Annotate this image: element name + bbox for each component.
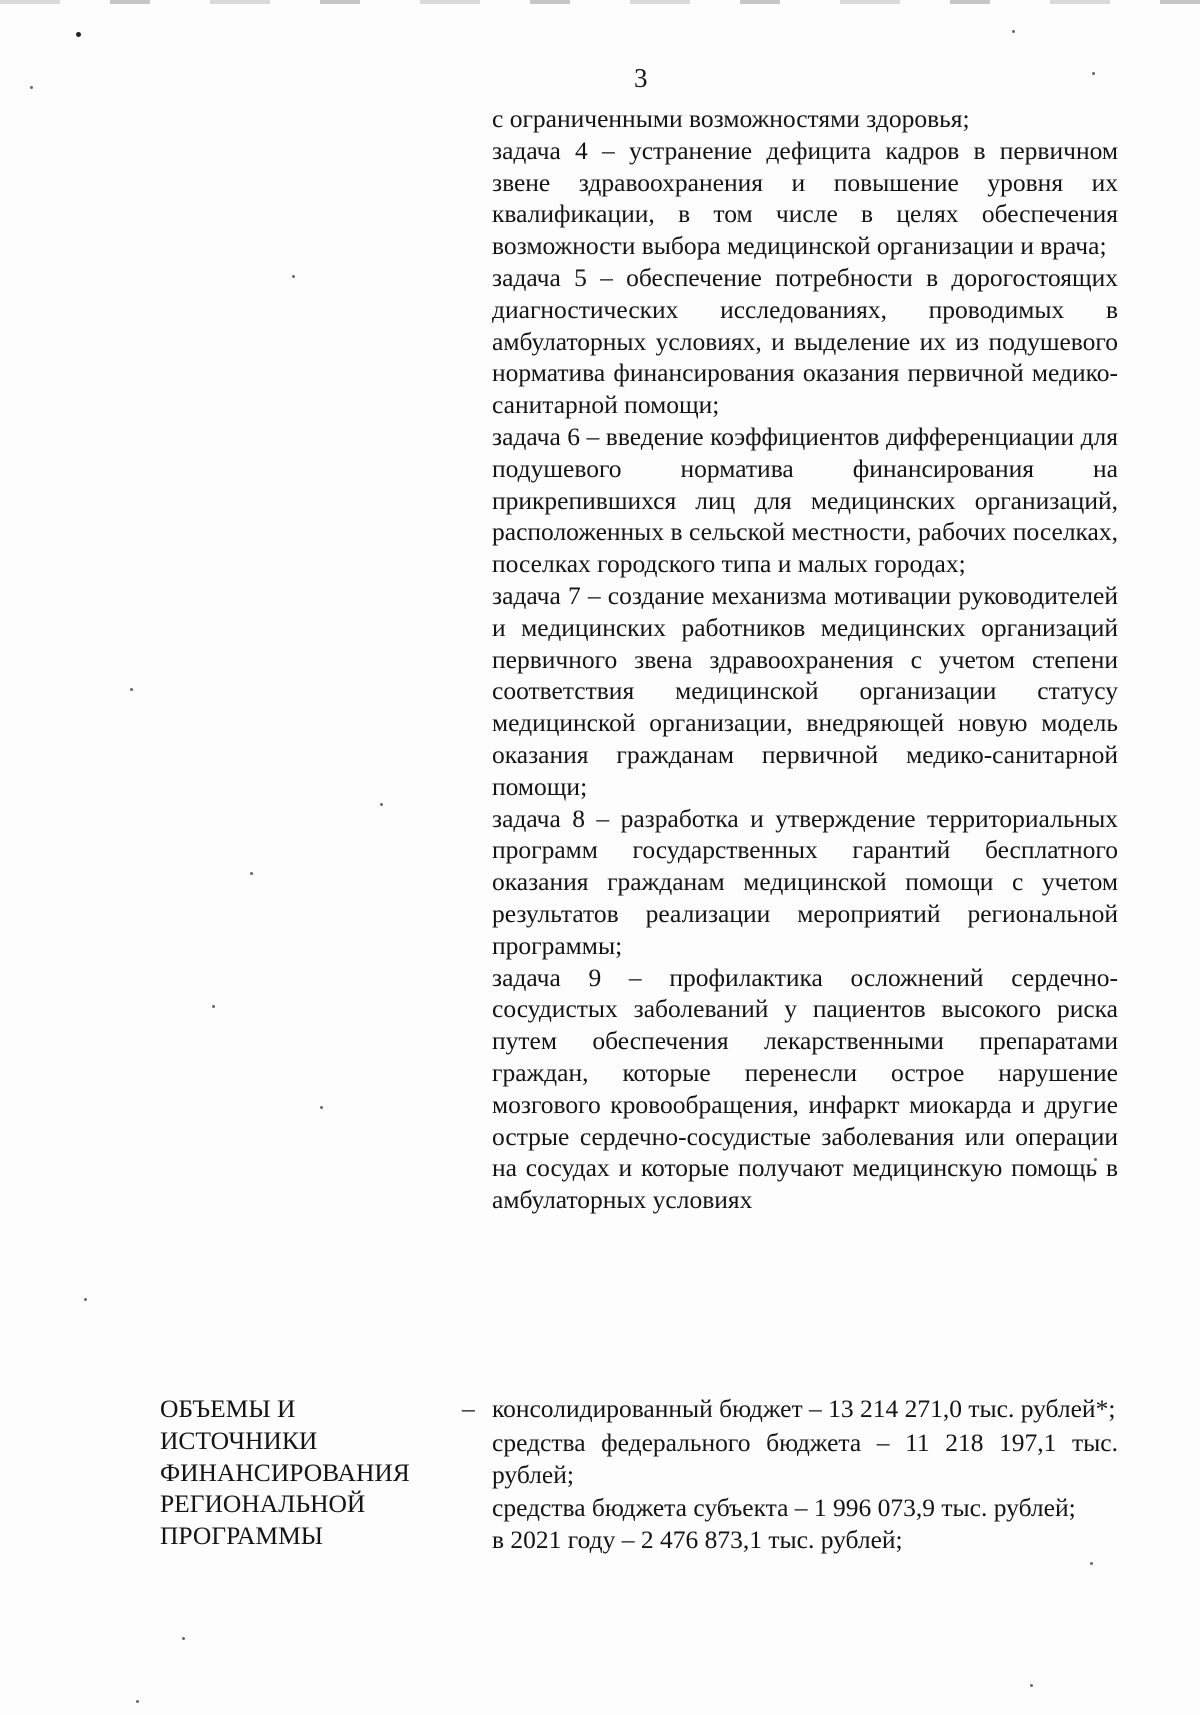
task-paragraph: задача 5 – обеспечение потребности в дорогостоящих диагностических исследованиях, проводимых в амбулаторных условиях, и выделение их из подушевого норматива финансирования оказания первичной медико-санитарной помощи;	[492, 262, 1118, 420]
scan-speck	[320, 1106, 323, 1109]
finance-label-line: ИСТОЧНИКИ	[160, 1425, 318, 1455]
scan-edge-artifact	[0, 0, 1200, 4]
scan-speck	[1030, 1684, 1033, 1687]
finance-dash: –	[462, 1394, 475, 1423]
finance-label-line: ФИНАНСИРОВАНИЯ	[160, 1457, 410, 1487]
scan-speck	[250, 872, 253, 875]
finance-section-label	[160, 1393, 460, 1552]
task-paragraph: задача 6 – введение коэффициентов дифференциации для подушевого норматива финансирования на прикрепившихся лиц для медицинских организаций, расположенных в сельской местности, рабочих поселках, поселках городского типа и малых городах;	[492, 421, 1118, 579]
finance-items	[492, 1393, 1118, 1558]
finance-item: средства федерального бюджета – 11 218 197,1 тыс. рублей;	[492, 1427, 1118, 1489]
tasks-list	[492, 103, 1118, 1216]
scan-speck	[1090, 1562, 1093, 1565]
scan-speck	[136, 1700, 139, 1703]
task-paragraph: задача 7 – создание механизма мотивации руководителей и медицинских работников медицинских организаций первичного звена здравоохранения с учетом степени соответствия медицинской организации статусу медицинской организации, внедряющей новую модель оказания гражданам первичной медико-санитарной помощи;	[492, 580, 1118, 801]
scan-speck	[76, 32, 81, 37]
scan-speck	[182, 1637, 185, 1640]
finance-item: консолидированный бюджет – 13 214 271,0 тыс. рублей*;	[492, 1394, 1116, 1423]
task-paragraph: задача 8 – разработка и утверждение территориальных программ государственных гарантий бесплатного оказания гражданам медицинской помощи с учетом результатов реализации мероприятий региональной программы;	[492, 803, 1118, 960]
finance-label-line: ОБЪЕМЫ И	[160, 1394, 296, 1423]
scan-speck	[1092, 72, 1095, 75]
finance-label-line: ПРОГРАММЫ	[160, 1521, 323, 1551]
scan-speck	[1012, 30, 1015, 33]
scan-speck	[84, 1298, 87, 1301]
scan-speck	[212, 1005, 215, 1008]
scan-speck	[292, 275, 295, 278]
finance-item: в 2021 году – 2 476 873,1 тыс. рублей;	[492, 1525, 903, 1555]
finance-item: средства бюджета субъекта – 1 996 073,9 тыс. рублей;	[492, 1493, 1076, 1523]
task-paragraph: задача 9 – профилактика осложнений сердечно-сосудистых заболеваний у пациентов высокого риска путем обеспечения лекарственными препаратами граждан, которые перенесли острое нарушение мозгового кровообращения, инфаркт миокарда и другие острые сердечно-сосудистые заболевания или операции на сосудах и которые получают медицинскую помощь в амбулаторных условиях	[492, 962, 1118, 1215]
scan-speck	[30, 86, 33, 89]
finance-label-line: РЕГИОНАЛЬНОЙ	[160, 1489, 366, 1519]
page-number: 3	[634, 63, 648, 93]
task-paragraph: с ограниченными возможностями здоровья;	[492, 104, 970, 133]
scan-speck	[380, 803, 383, 806]
scan-speck	[130, 688, 133, 691]
task-paragraph: задача 4 – устранение дефицита кадров в первичном звене здравоохранения и повышение уровня их квалификации, в том числе в целях обеспечения возможности выбора медицинской организации и врача;	[492, 135, 1118, 261]
